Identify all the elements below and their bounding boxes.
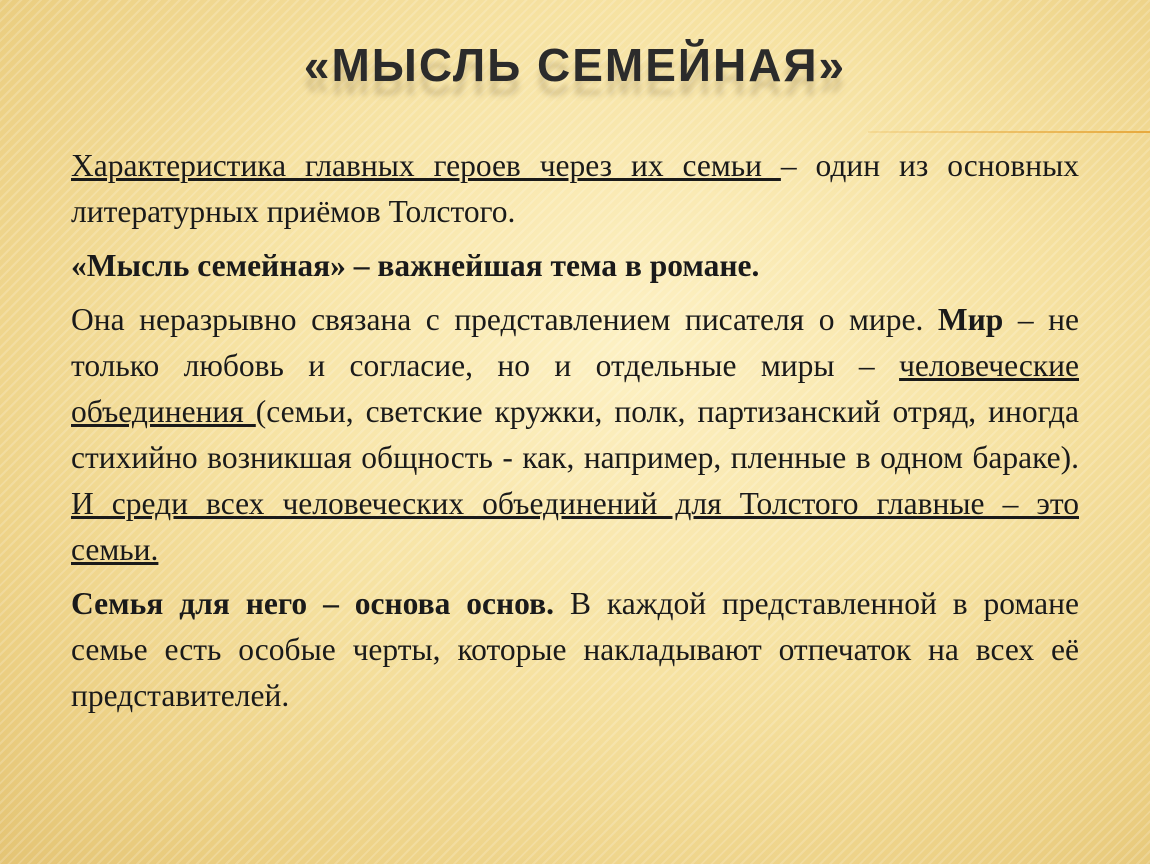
slide-title: «МЫСЛЬ СЕМЕЙНАЯ» [303, 39, 847, 91]
paragraph-main-theme [71, 243, 1079, 289]
paragraph-family-basis [71, 581, 1079, 719]
bold-statement-family-basis: Семья для него – основа основ. [71, 586, 555, 621]
slide-body [71, 143, 1079, 727]
paragraph-text: – один из основных литературных приёмов Толстого. [71, 148, 1079, 229]
paragraph-text: В каждой представленной в романе семье есть особые черты, которые накладывают отпечаток на всех её представителей. [71, 586, 1079, 713]
paragraph-text: (семьи, светские кружки, полк, партизанский отряд, иногда стихийно возникшая общность - как, например, пленные в одном бараке). [71, 394, 1079, 475]
paragraph-characteristics [71, 143, 1079, 235]
underlined-phrase-characteristics: Характеристика главных героев через их семьи [71, 148, 781, 183]
underlined-phrase-human-unions: человеческие объединения [71, 348, 1079, 429]
underlined-phrase-families-main: И среди всех человеческих объединений для Толстого главные – это семьи. [71, 486, 1079, 567]
paragraph-text: Она неразрывно связана с представлением писателя о мире. [71, 302, 938, 337]
bold-statement-main-theme: «Мысль семейная» – важнейшая тема в романе. [71, 248, 760, 283]
paragraph-text: – не только любовь и согласие, но и отдельные миры – [71, 302, 1079, 383]
title-divider [868, 131, 1150, 133]
paragraph-world [71, 297, 1079, 573]
bold-word-mir: Мир [937, 302, 1004, 337]
